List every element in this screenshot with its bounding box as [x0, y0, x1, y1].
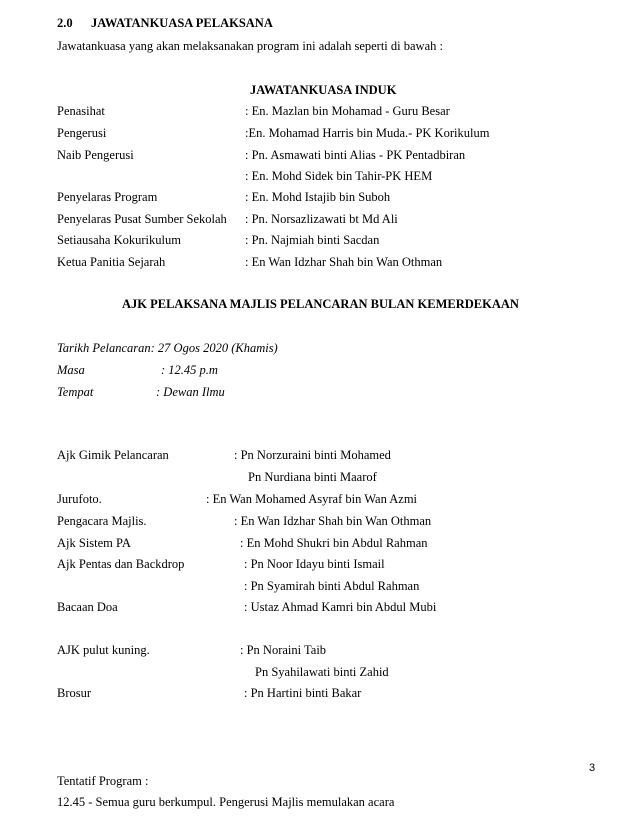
masa-label: Masa — [57, 363, 85, 377]
ajk-name: : Pn Norzuraini binti Mohamed — [234, 448, 391, 462]
ajk-name: Pn Syahilawati binti Zahid — [255, 665, 389, 679]
induk-name: : En. Mazlan bin Mohamad - Guru Besar — [245, 104, 450, 118]
tentatif-line: 12.45 - Semua guru berkumpul. Pengerusi Majlis memulakan acara — [57, 795, 395, 809]
ajk-role: AJK pulut kuning. — [57, 643, 150, 657]
ajk-name: Pn Nurdiana binti Maarof — [248, 470, 377, 484]
ajk-role: Ajk Pentas dan Backdrop — [57, 557, 185, 571]
ajk-name: : Pn Syamirah binti Abdul Rahman — [244, 579, 420, 593]
induk-role: Naib Pengerusi — [57, 148, 134, 162]
ajk-name: : Pn Noor Idayu binti Ismail — [244, 557, 385, 571]
section-intro: Jawatankuasa yang akan melaksanakan program ini adalah seperti di bawah : — [57, 39, 443, 53]
induk-name: : En. Mohd Sidek bin Tahir-PK HEM — [245, 169, 433, 183]
ajk-name: : Pn Noraini Taib — [240, 643, 327, 657]
induk-role: Pengerusi — [57, 126, 107, 140]
ajk-role: Pengacara Majlis. — [57, 514, 147, 528]
ajk-name: : En Wan Idzhar Shah bin Wan Othman — [234, 514, 432, 528]
section-number: 2.0 — [57, 16, 73, 30]
induk-role: Penasihat — [57, 104, 105, 118]
induk-name: : Pn. Najmiah binti Sacdan — [245, 233, 380, 247]
ajk-name: : Ustaz Ahmad Kamri bin Abdul Mubi — [244, 600, 437, 614]
induk-name: : Pn. Norsazlizawati bt Md Ali — [245, 212, 398, 226]
induk-role: Penyelaras Pusat Sumber Sekolah — [57, 212, 227, 226]
ajk-role: Ajk Sistem PA — [57, 536, 131, 550]
tempat-value: : Dewan Ilmu — [156, 385, 225, 399]
ajk-name: : Pn Hartini binti Bakar — [244, 686, 362, 700]
pelaksana-heading: AJK PELAKSANA MAJLIS PELANCARAN BULAN KEMERDEKAAN — [122, 297, 519, 311]
ajk-role: Ajk Gimik Pelancaran — [57, 448, 169, 462]
masa-value: : 12.45 p.m — [161, 363, 218, 377]
ajk-name: : En Wan Mohamed Asyraf bin Wan Azmi — [206, 492, 418, 506]
ajk-role: Jurufoto. — [57, 492, 102, 506]
tempat-label: Tempat — [57, 385, 94, 399]
induk-role: Ketua Panitia Sejarah — [57, 255, 166, 269]
induk-name: : Pn. Asmawati binti Alias - PK Pentadbiran — [245, 148, 466, 162]
tentatif-label: Tentatif Program : — [57, 774, 149, 788]
ajk-name: : En Mohd Shukri bin Abdul Rahman — [240, 536, 428, 550]
induk-name: :En. Mohamad Harris bin Muda.- PK Korikulum — [245, 126, 490, 140]
tarikh-pelancaran: Tarikh Pelancaran: 27 Ogos 2020 (Khamis) — [57, 341, 278, 355]
induk-heading: JAWATANKUASA INDUK — [250, 83, 397, 97]
ajk-role: Brosur — [57, 686, 92, 700]
ajk-role: Bacaan Doa — [57, 600, 118, 614]
induk-role: Setiausaha Kokurikulum — [57, 233, 181, 247]
induk-name: : En. Mohd Istajib bin Suboh — [245, 190, 391, 204]
page-number: 3 — [589, 762, 596, 774]
induk-role: Penyelaras Program — [57, 190, 158, 204]
section-title: JAWATANKUASA PELAKSANA — [91, 16, 273, 30]
induk-name: : En Wan Idzhar Shah bin Wan Othman — [245, 255, 443, 269]
